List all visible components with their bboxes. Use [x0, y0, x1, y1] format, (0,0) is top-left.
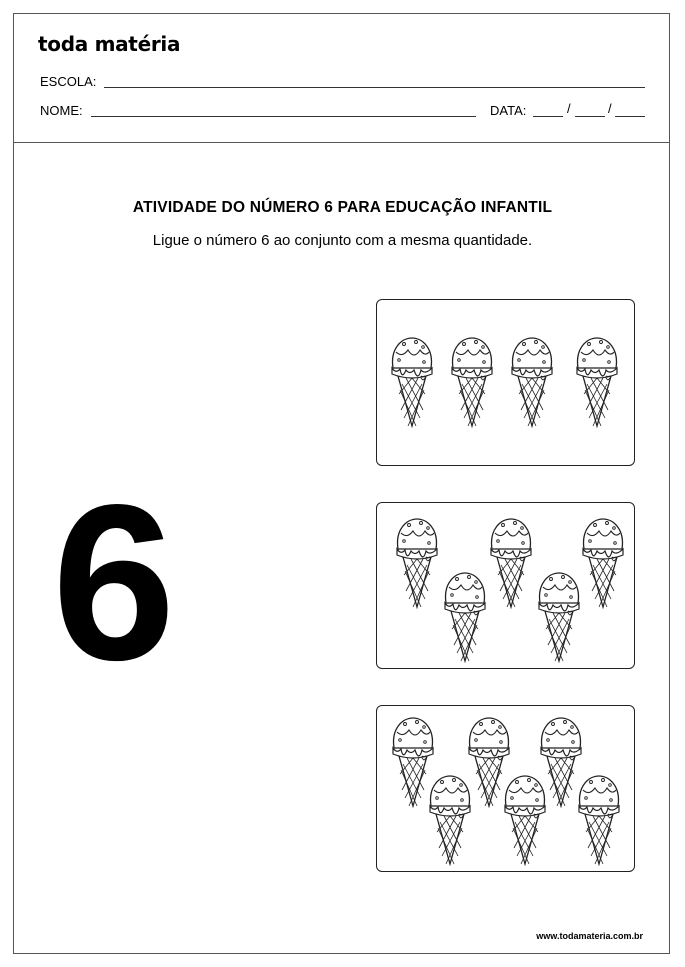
date-label: DATA: — [490, 103, 527, 118]
ice-cream-set — [377, 706, 633, 870]
ice-cream-cone-icon — [579, 776, 619, 864]
ice-cream-cone-icon — [512, 338, 552, 426]
date-year-line[interactable] — [615, 116, 645, 117]
big-number[interactable]: 6 — [52, 459, 176, 707]
footer-url: www.todamateria.com.br — [536, 931, 643, 941]
set-box-3[interactable] — [376, 705, 635, 872]
ice-cream-cone-icon — [491, 519, 531, 607]
ice-cream-cone-icon — [577, 338, 617, 426]
set-box-1[interactable] — [376, 299, 635, 466]
ice-cream-cone-icon — [430, 776, 470, 864]
logo: toda matéria — [38, 32, 181, 56]
ice-cream-cone-icon — [397, 519, 437, 607]
ice-cream-cone-icon — [393, 718, 433, 806]
ice-cream-cone-icon — [539, 573, 579, 661]
ice-cream-set — [377, 503, 633, 667]
name-line[interactable] — [91, 116, 476, 117]
ice-cream-cone-icon — [541, 718, 581, 806]
ice-cream-cone-icon — [445, 573, 485, 661]
date-separator: / — [567, 101, 571, 116]
school-line[interactable] — [104, 87, 645, 88]
ice-cream-set — [377, 300, 633, 464]
ice-cream-cone-icon — [583, 519, 623, 607]
activity-instruction: Ligue o número 6 ao conjunto com a mesma quantidade. — [152, 232, 533, 249]
school-label: ESCOLA: — [40, 74, 97, 89]
date-day-line[interactable] — [533, 116, 563, 117]
date-separator: / — [608, 101, 612, 116]
set-box-2[interactable] — [376, 502, 635, 669]
ice-cream-cone-icon — [452, 338, 492, 426]
ice-cream-cone-icon — [392, 338, 432, 426]
date-month-line[interactable] — [575, 116, 605, 117]
activity-title: ATIVIDADE DO NÚMERO 6 PARA EDUCAÇÃO INFANTIL — [132, 199, 553, 216]
name-label: NOME: — [40, 103, 83, 118]
header-divider — [13, 142, 670, 143]
ice-cream-cone-icon — [505, 776, 545, 864]
ice-cream-cone-icon — [469, 718, 509, 806]
